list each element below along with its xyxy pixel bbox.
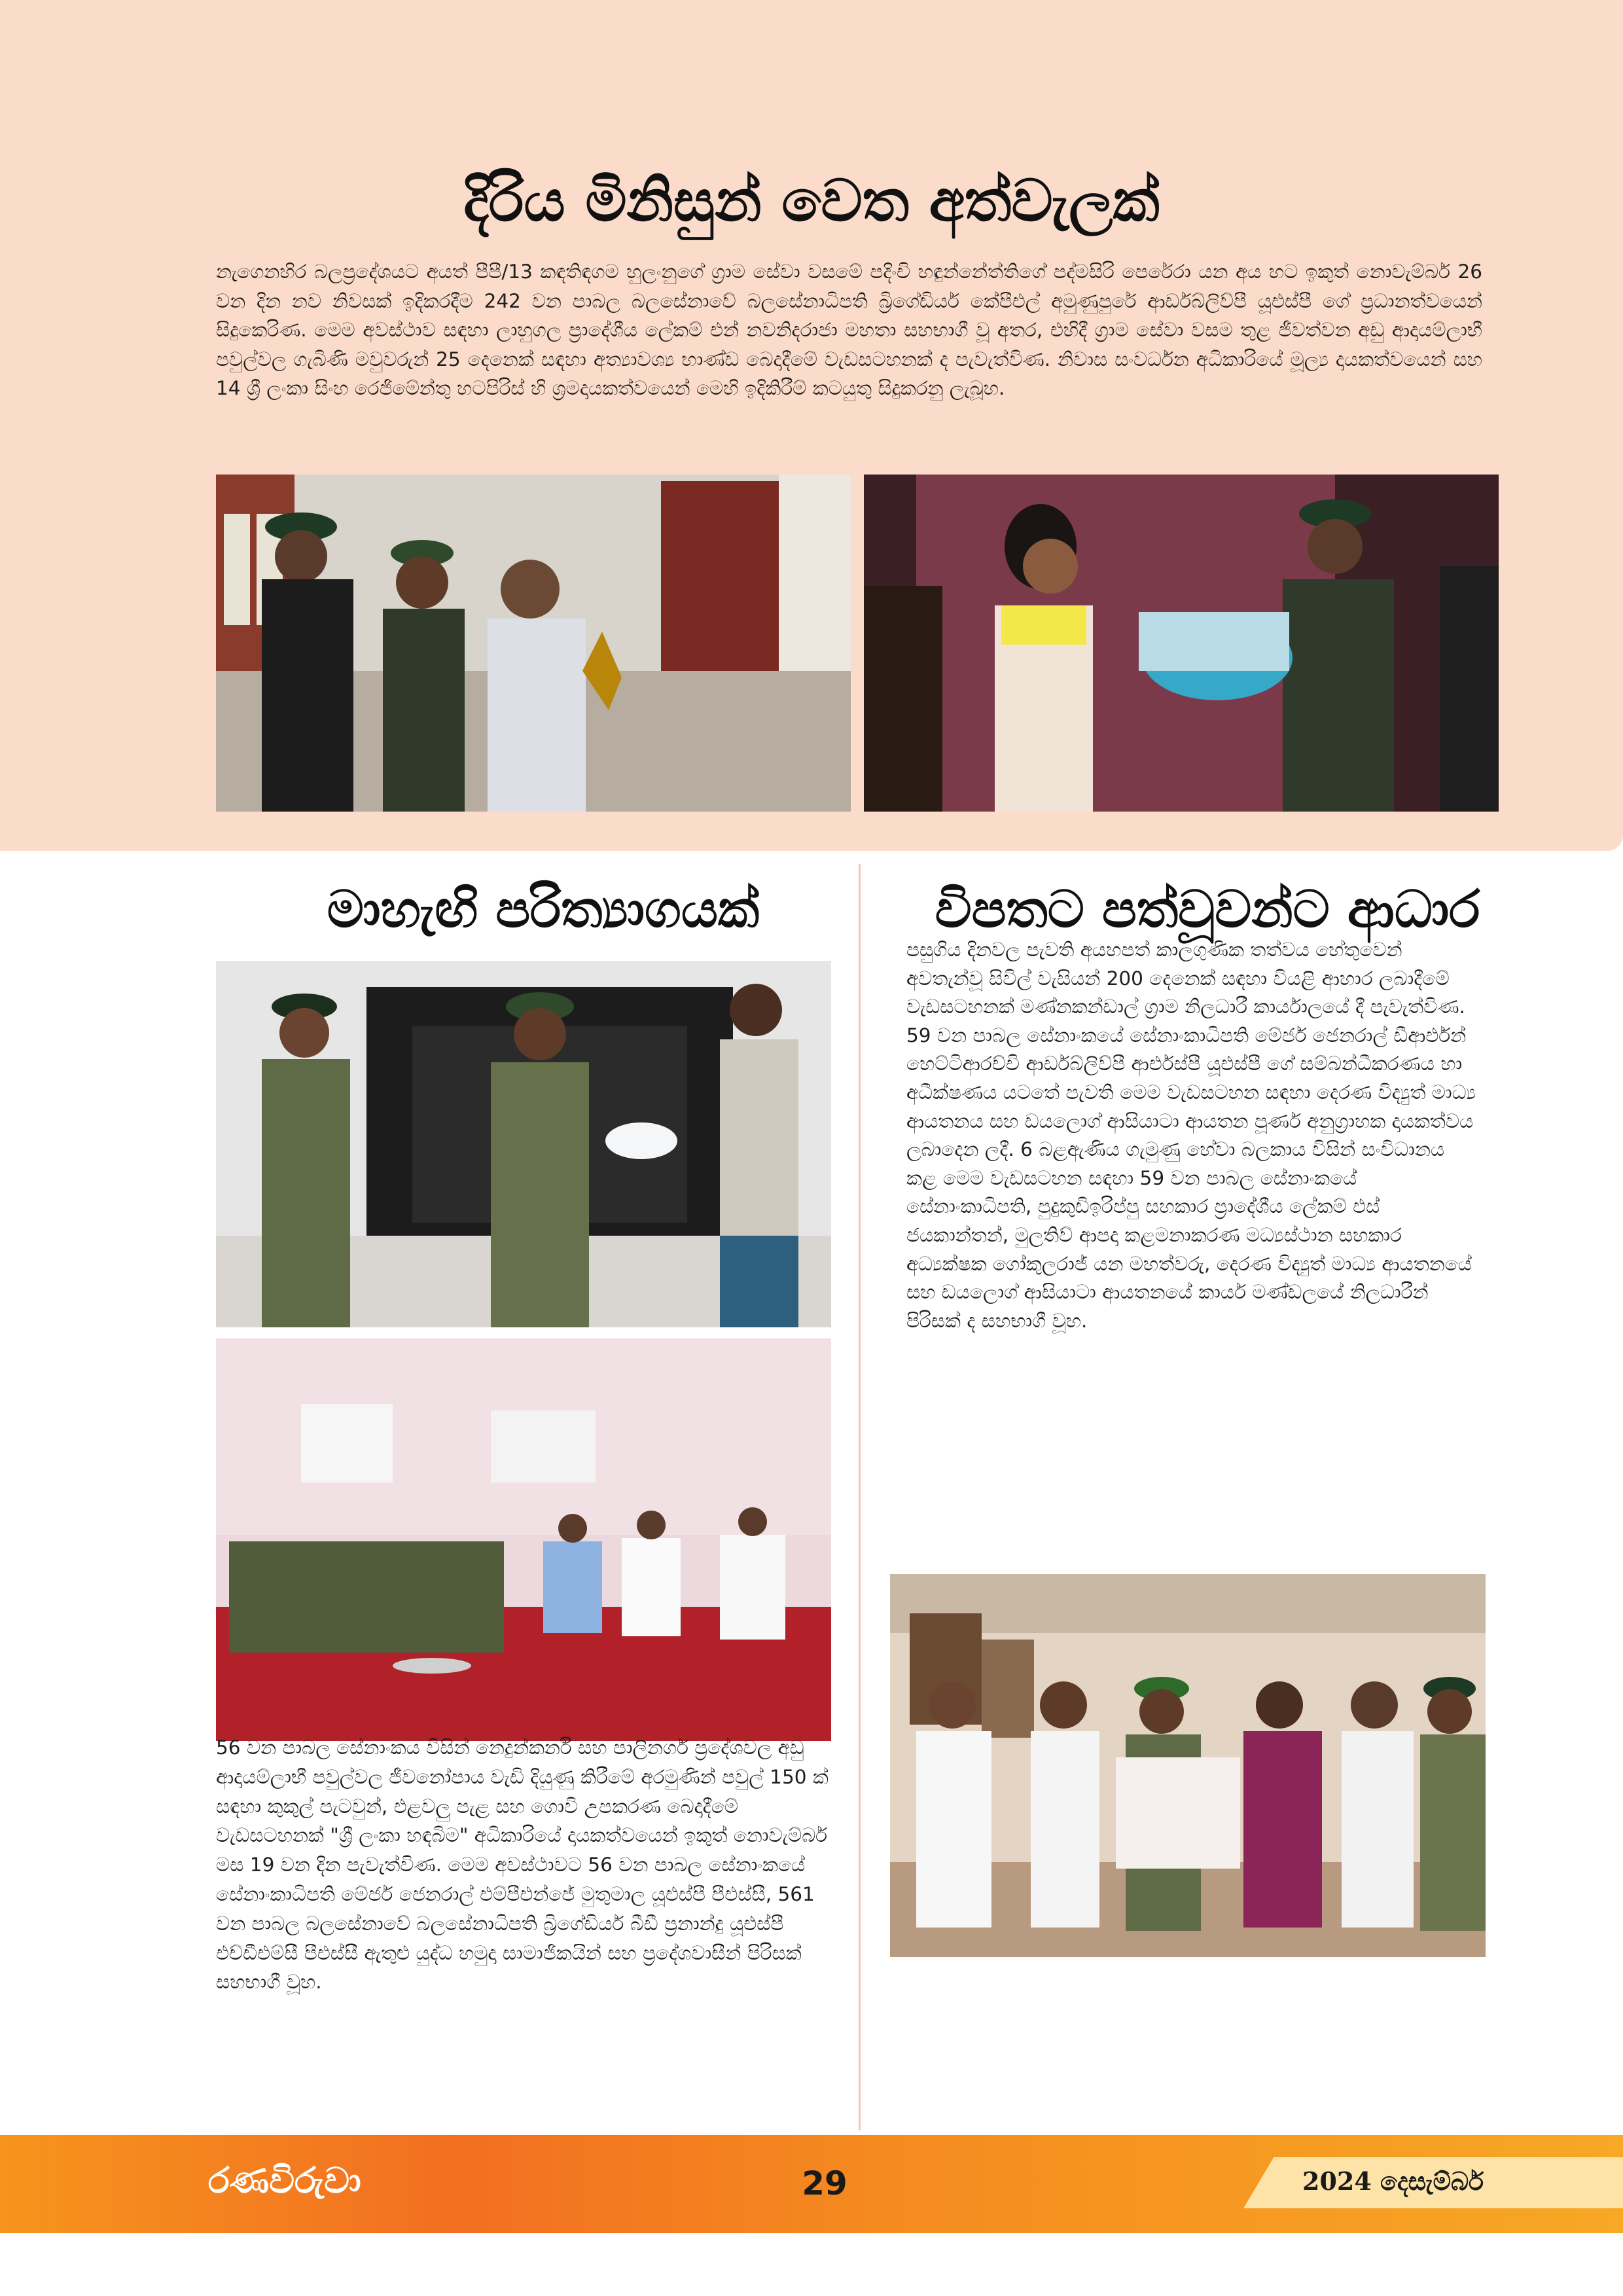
- photo-key-handover-graphic: [216, 475, 851, 812]
- article-body-second: 56 වන පාබල සේනාංකය විසින් නෙදුන්කර්නි සහ පාලිනගර් ප්‍රදේශවල අඩු ආදායම්ලාභී පවුල්වල ජීවනෝපාය වැඩි දියුණු කිරීමේ අරමුණින් පවුල් 150 ක් සඳහා කුකුල් පැටවුන්, එළවලු පැළ සහ ගොවි උපකරණ බෙදාදීමේ වැඩසටහනක් "ශ්‍රී ලංකා හඳබිම" අධිකාරියේ දායකත්වයෙන් ඉකුත් නොවැම්බර් මස 19 වන දින පැවැත්විණ. මෙම අවස්ථාවට 56 වන පාබල සේනාංකයේ සේනාංකාධිපති මේජර් ජෙනරාල් එම්පීඑන්ජේ මුතුමාල යූඑස්පී පීඑස්සී, 561 වන පාබල බලසේනාවේ බලසේනාධිපති බ්‍රිගේඩියර් බීඩී ප්‍රනාන්දු යූඑස්පී එච්ඩීඑම්සී පීඑස්සී ඇතුළු යුද්ධ හමුදා සාමාජිකයින් සහ ප්‍රදේශවාසීන් පිරිසක් සහභාගී වූහ.: [216, 1736, 829, 1994]
- column-divider: [859, 864, 861, 2130]
- photo-donation-handover: [216, 961, 831, 1327]
- photo-audience-hall: [216, 1338, 831, 1741]
- photo-donation-handover-graphic: [216, 961, 831, 1327]
- article-title-second: මාහැඟි පරිත්‍යාගයක්: [327, 880, 760, 939]
- page-number: 29: [802, 2164, 847, 2202]
- article-title-third: විපතට පත්වූවන්ට ආධාර: [935, 880, 1480, 939]
- issue-date: 2024 දෙසැම්බර්: [1302, 2166, 1484, 2196]
- photo-gift-pregnant-mother-graphic: [864, 475, 1499, 812]
- article-title-first: දිරිය මිනිසුන් වෙත අත්වැලක්: [463, 167, 1160, 234]
- photo-audience-hall-graphic: [216, 1338, 831, 1741]
- article-body-first: නැගෙනහිර බලප්‍රදේශයට අයත් පීපී/13 කඳතිඳගම හුලංනුගේ ග්‍රාම සේවා වසමේ පදිංචි හඳුන්නේත්තිගේ පද්මසිරි පෙරේරා යන අය හට ඉකුත් නොවැම්බර් 26 වන දින නව නිවසක් ඉදිකරදීම 242 වන පාබල බලසේනාවේ බලසේනාධිපති බ්‍රිගේඩියර් කේපීඑල් අමුණුපුරේ ආර්ඩබ්ලිව්පී යූඑස්පී ගේ ප්‍රධානත්වයෙන් සිදුකෙරිණ. මෙම අවස්ථාව සඳහා ලාහුගල ප්‍රාදේශීය ලේකම් එන් නවනිදරාජා මහතා සහභාගී වූ අතර, එහිදී ග්‍රාම සේවා වසම තුළ ජීවත්වන අඩු ආදායම්ලාභී පවුල්වල ගැබිණි මවුවරුන් 25 දෙනෙක් සඳහා අත්‍යාවශ්‍ය භාණ්ඩ බෙදාදීමේ වැඩසටහනක් ද පැවැත්විණ. නිවාස සංවර්ධන අධිකාරියේ මූල්‍ය දායකත්වයෙන් සහ 14 ශ්‍රී ලංකා සිංහ රෙජිමේන්තු හටපිරිස් හි ශ්‍රමදායකත්වයෙන් මෙහි ඉදිකිරීම් කටයුතු සිදුකරනු ලැබූහ.: [216, 260, 1482, 399]
- magazine-brand-name: රණවිරුවා: [208, 2160, 361, 2201]
- photo-dry-ration-box: [890, 1574, 1486, 1957]
- article-body-third: පසුගිය දිනවල පැවති අයහපත් කාලගුණික තත්වය හේතුවෙන් අවතැන්වූ සිවිල් වැසියන් 200 දෙනෙක් සඳහා වියළි ආහාර ලබාදීමේ වැඩසටහනක් මණ්නකන්ඩාල් ග්‍රාම නිලධාරී කාර්යාලයේ දී පැවැත්විණ. 59 වන පාබල සේනාංකයේ සේනාංකාධිපති මේජර් ජෙනරාල් ඩීආර්එන් හෙට්ටිආරච්චි ආර්ඩබ්ලිව්පී ආර්එස්පී යූඑස්පී ගේ සම්බන්ධීකරණය හා අධීක්ෂණය යටතේ පැවති මෙම වැඩසටහන සඳහා දෙරණ විද්‍යුත් මාධ්‍ය ආයතනය සහ ඩයලොග් ආසියාටා ආයතන පූර්ණ අනුග්‍රාහක දායකත්වය ලබාදෙන ලදී. 6 බළඇණිය ගැමුණු හේවා බලකාය විසින් සංවිධානය කළ මෙම වැඩසටහන සඳහා 59 වන පාබල සේනාංකයේ සේනාංකාධිපති, පුදුකුඩිඉරිප්පු සහකාර ප්‍රාදේශීය ලේකම් එස් ජයකාන්තන්, මුලතිව් ආපදා කළමනාකරණ මධ්‍යස්ථාන සහකාර අධ්‍යක්ෂක ගෝකුලරාජ් යන මහත්වරු, දෙරණ විද්‍යුත් මාධ්‍ය ආයතනයේ සහ ඩයලොග් ආසියාටා ආයතනයේ කාර්ය මණ්ඩලයේ නිලධාරීන් පිරිසක් ද සහභාගී වූහ.: [906, 939, 1476, 1332]
- photo-gift-pregnant-mother: [864, 475, 1499, 812]
- photo-key-handover: [216, 475, 851, 812]
- photo-dry-ration-box-graphic: [890, 1574, 1486, 1957]
